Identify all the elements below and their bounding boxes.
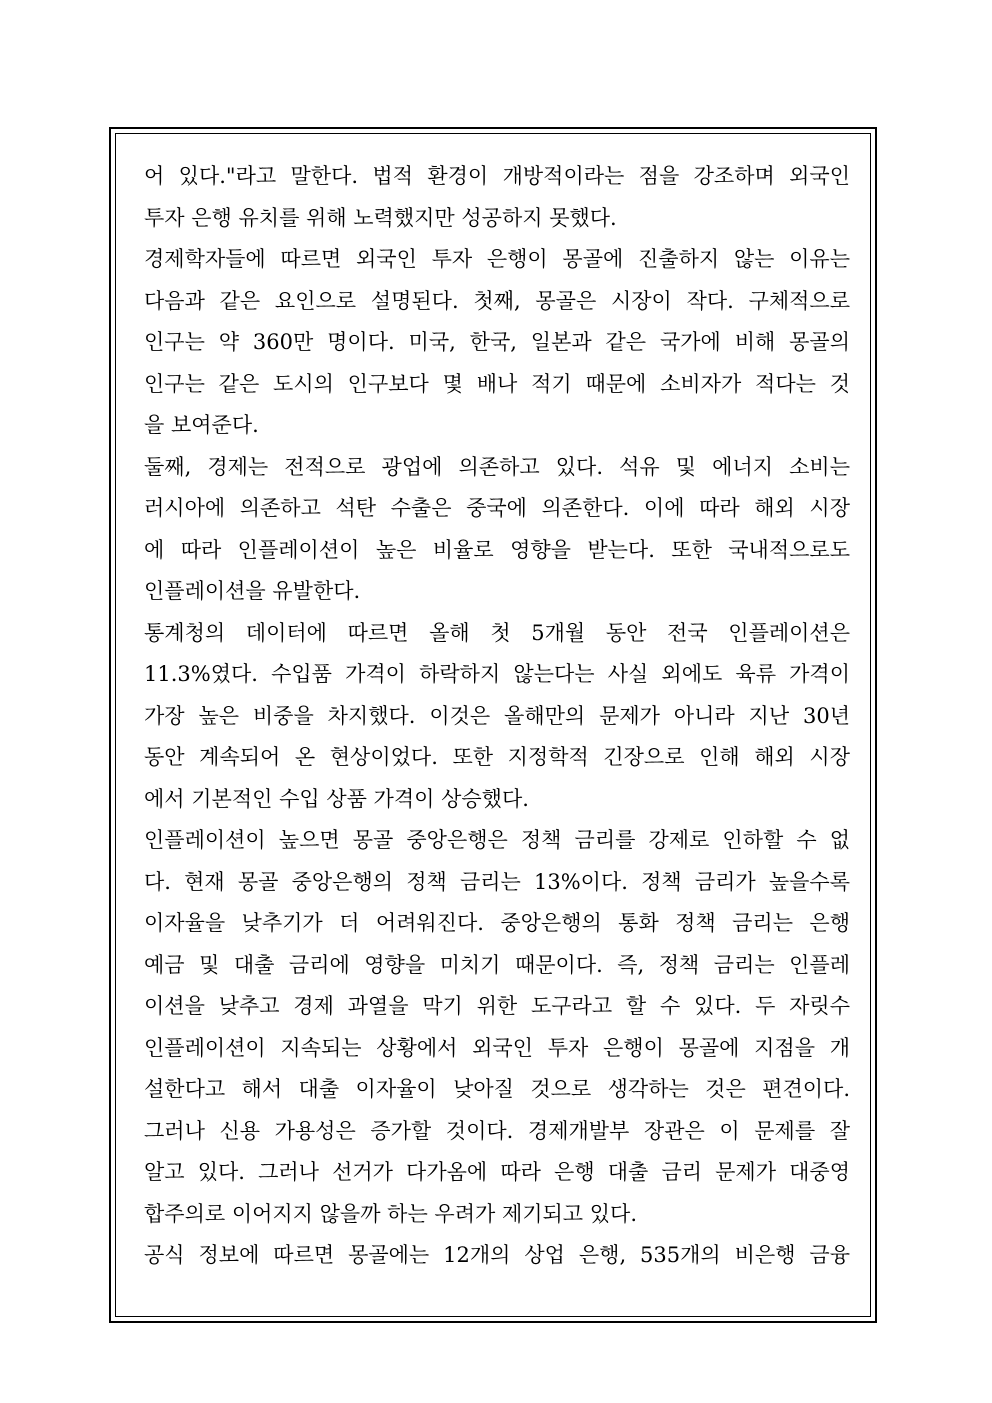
text-line: 이션을 낮추고 경제 과열을 막기 위한 도구라고 할 수 있다. 두 자릿수 <box>144 994 850 1018</box>
text-line: 러시아에 의존하고 석탄 수출은 중국에 의존한다. 이에 따라 해외 시장 <box>144 496 850 520</box>
text-line: 인플레이션이 지속되는 상황에서 외국인 투자 은행이 몽골에 지점을 개 <box>144 1035 850 1060</box>
text-line: 을 보여준다. <box>144 413 259 437</box>
text-line: 동안 계속되어 온 현상이었다. 또한 지정학적 긴장으로 인해 해외 시장 <box>144 745 850 769</box>
text-line: 알고 있다. 그러나 선거가 다가옴에 따라 은행 대출 금리 문제가 대중영 <box>144 1160 850 1184</box>
text-line: 다. 현재 몽골 중앙은행의 정책 금리는 13%이다. 정책 금리가 높을수록 <box>144 869 850 894</box>
text-line: 에서 기본적인 수입 상품 가격이 상승했다. <box>144 786 529 811</box>
text-line: 공식 정보에 따르면 몽골에는 12개의 상업 은행, 535개의 비은행 금융 <box>144 1243 850 1267</box>
text-line: 그러나 신용 가용성은 증가할 것이다. 경제개발부 장관은 이 문제를 잘 <box>144 1118 850 1143</box>
document-body <box>144 156 850 1277</box>
text-line: 합주의로 이어지지 않을까 하는 우려가 제기되고 있다. <box>144 1201 638 1226</box>
text-line: 통계청의 데이터에 따르면 올해 첫 5개월 동안 전국 인플레이션은 <box>144 620 850 645</box>
text-line: 설한다고 해서 대출 이자율이 낮아질 것으로 생각하는 것은 편견이다. <box>144 1077 850 1101</box>
text-line: 경제학자들에 따르면 외국인 투자 은행이 몽골에 진출하지 않는 이유는 <box>144 247 850 271</box>
text-line: 인구는 약 360만 명이다. 미국, 한국, 일본과 같은 국가에 비해 몽골의 <box>144 330 850 354</box>
text-line: 예금 및 대출 금리에 영향을 미치기 때문이다. 즉, 정책 금리는 인플레 <box>144 952 850 977</box>
text-line: 가장 높은 비중을 차지했다. 이것은 올해만의 문제가 아니라 지난 30년 <box>144 703 850 728</box>
text-line: 어 있다."라고 말한다. 법적 환경이 개방적이라는 점을 강조하며 외국인 <box>144 164 850 188</box>
text-line: 인플레이션을 유발한다. <box>144 579 361 603</box>
text-line: 인구는 같은 도시의 인구보다 몇 배나 적기 때문에 소비자가 적다는 것 <box>144 371 850 396</box>
text-line: 11.3%였다. 수입품 가격이 하락하지 않는다는 사실 외에도 육류 가격이 <box>144 662 850 686</box>
text-line: 둘째, 경제는 전적으로 광업에 의존하고 있다. 석유 및 에너지 소비는 <box>144 454 850 479</box>
text-line: 이자율을 낮추기가 더 어려워진다. 중앙은행의 통화 정책 금리는 은행 <box>144 911 850 935</box>
text-line: 에 따라 인플레이션이 높은 비율로 영향을 받는다. 또한 국내적으로도 <box>144 537 850 562</box>
text-line: 다음과 같은 요인으로 설명된다. 첫째, 몽골은 시장이 작다. 구체적으로 <box>144 288 850 313</box>
text-line: 투자 은행 유치를 위해 노력했지만 성공하지 못했다. <box>144 205 617 230</box>
text-line: 인플레이션이 높으면 몽골 중앙은행은 정책 금리를 강제로 인하할 수 없 <box>144 828 850 852</box>
